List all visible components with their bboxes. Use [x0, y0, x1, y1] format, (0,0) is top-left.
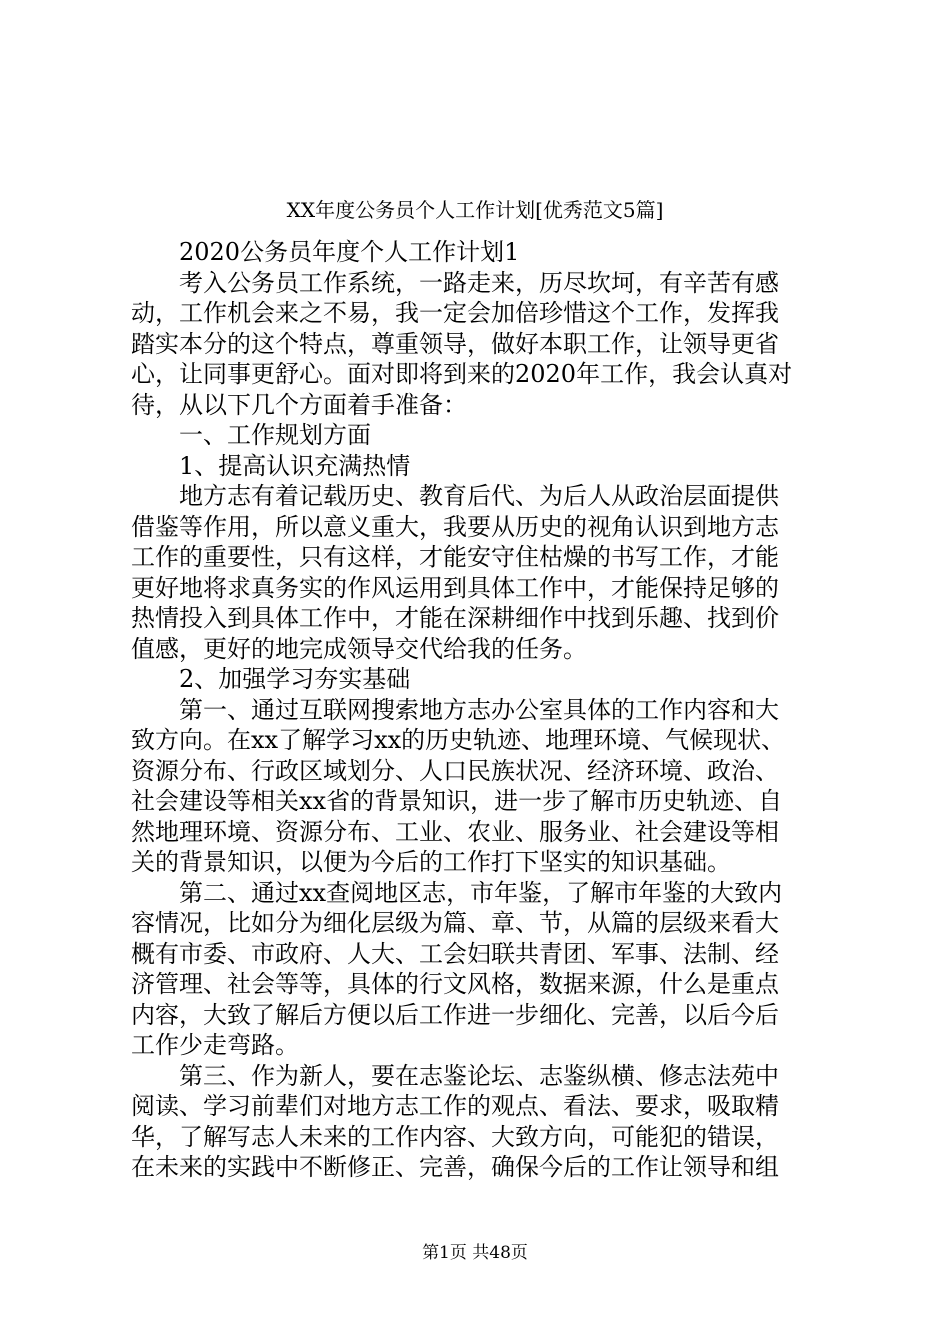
text-line: 华，了解写志人未来的工作内容、大致方向，可能犯的错误， [131, 1122, 779, 1151]
text-line: 地方志有着记载历史、教育后代、为后人从政治层面提供 [179, 482, 779, 510]
text-line: 在未来的实践中不断修正、完善，确保今后的工作让领导和组 [131, 1153, 779, 1181]
text-line: 2020公务员年度个人工作计划1 [179, 238, 520, 266]
text-line: 1、提高认识充满热情 [179, 451, 411, 480]
text-line: 考入公务员工作系统，一路走来，历尽坎坷，有辛苦有感 [179, 268, 779, 297]
text-line: 济管理、社会等等，具体的行文风格，数据来源，什么是重点 [131, 970, 779, 998]
text-line: 借鉴等作用，所以意义重大，我要从历史的视角认识到地方志 [131, 512, 779, 541]
text-line: 第一、通过互联网搜索地方志办公室具体的工作内容和大 [179, 695, 779, 724]
document-title: XX年度公务员个人工作计划[优秀范文5篇] [286, 198, 664, 222]
text-line: 概有市委、市政府、人大、工会妇联共青团、军事、法制、经 [131, 939, 779, 968]
text-line: 然地理环境、资源分布、工业、农业、服务业、社会建设等相 [131, 817, 779, 846]
text-line: 容情况，比如分为细化层级为篇、章、节，从篇的层级来看大 [131, 909, 779, 937]
text-line: 更好地将求真务实的作风运用到具体工作中，才能保持足够的 [131, 573, 779, 602]
text-line: 一、工作规划方面 [179, 421, 371, 449]
document-body [131, 237, 831, 1183]
text-line: 第三、作为新人，要在志鉴论坛、志鉴纵横、修志法苑中 [179, 1061, 779, 1090]
text-line: 踏实本分的这个特点，尊重领导，做好本职工作，让领导更省 [131, 329, 779, 358]
text-line: 工作的重要性，只有这样，才能安守住枯燥的书写工作，才能 [131, 543, 779, 571]
text-line: 资源分布、行政区域划分、人口民族状况、经济环境、政治、 [131, 756, 779, 785]
text-line: 热情投入到具体工作中，才能在深耕细作中找到乐趣、找到价 [131, 604, 779, 632]
text-line: 内容，大致了解后方便以后工作进一步细化、完善，以后今后 [131, 1000, 779, 1029]
text-line: 致方向。在xx了解学习xx的历史轨迹、地理环境、气候现状、 [131, 726, 786, 754]
text-line: 待，从以下几个方面着手准备： [131, 390, 467, 419]
text-line: 阅读、学习前辈们对地方志工作的观点、看法、要求，吸取精 [131, 1092, 779, 1120]
text-line: 工作少走弯路。 [131, 1031, 299, 1059]
text-line: 心，让同事更舒心。面对即将到来的2020年工作，我会认真对 [131, 360, 793, 388]
text-line: 2、加强学习夯实基础 [179, 665, 411, 693]
text-line: 值感，更好的地完成领导交代给我的任务。 [131, 634, 587, 663]
text-line: 关的背景知识，以便为今后的工作打下坚实的知识基础。 [131, 848, 731, 876]
page-footer: 第1页 共48页 [422, 1243, 528, 1263]
text-line: 第二、通过xx查阅地区志，市年鉴，了解市年鉴的大致内 [179, 878, 783, 907]
text-line: 社会建设等相关xx省的背景知识，进一步了解市历史轨迹、自 [131, 787, 783, 815]
text-line: 动，工作机会来之不易，我一定会加倍珍惜这个工作，发挥我 [131, 299, 779, 327]
